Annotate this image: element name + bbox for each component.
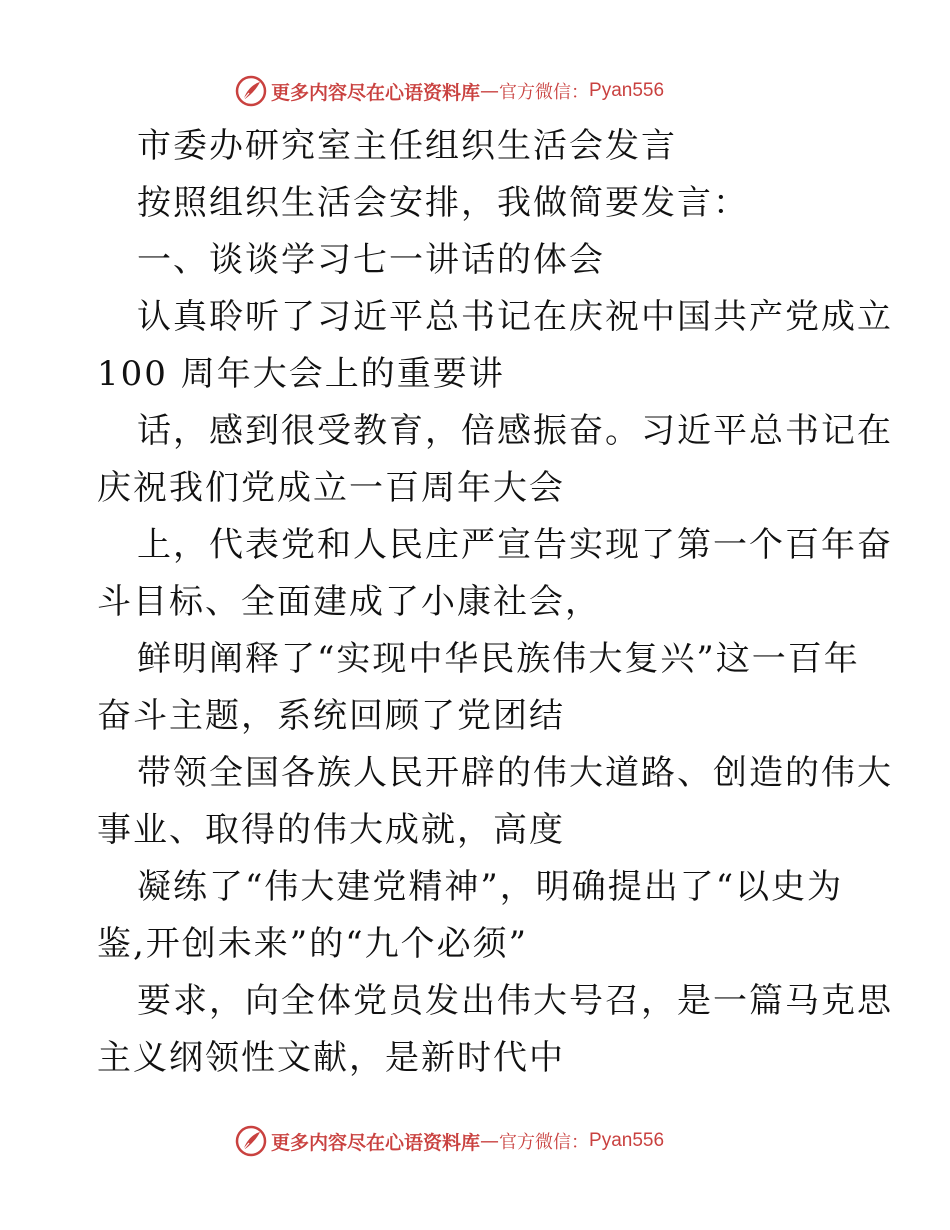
- section-heading: 一、谈谈学习七一讲话的体会: [137, 240, 605, 280]
- document-line: 100 周年大会上的重要讲: [97, 354, 505, 394]
- document-line: 鲜明阐释了“实现中华民族伟大复兴”这一百年: [137, 639, 860, 679]
- document-line: 上，代表党和人民庄严宣告实现了第一个百年奋: [137, 525, 893, 565]
- document-line: 主义纲领性文献，是新时代中: [97, 1038, 565, 1078]
- document-line: 事业、取得的伟大成就，高度: [97, 810, 565, 850]
- document-body: [97, 118, 893, 1087]
- watermark-wechat-id: Pyan556: [589, 80, 665, 101]
- document-line: 话，感到很受教育，倍感振奋。习近平总书记在: [137, 411, 893, 451]
- watermark-brand-text: 更多内容尽在心语资料库: [271, 81, 481, 104]
- document-line: 要求，向全体党员发出伟大号召，是一篇马克思: [137, 981, 893, 1021]
- watermark-brand-text: 更多内容尽在心语资料库: [271, 1131, 481, 1154]
- document-line: 庆祝我们党成立一百周年大会: [97, 468, 565, 508]
- document-line: 奋斗主题，系统回顾了党团结: [97, 696, 565, 736]
- document-line: 按照组织生活会安排，我做简要发言：: [137, 183, 749, 223]
- watermark-dash: —: [480, 80, 500, 102]
- header-watermark: [235, 74, 664, 108]
- watermark-wechat-label: 官方微信：: [499, 1132, 590, 1153]
- document-title: 市委办研究室主任组织生活会发言: [137, 126, 677, 166]
- watermark-wechat-label: 官方微信：: [499, 82, 590, 103]
- document-line: 斗目标、全面建成了小康社会，: [97, 582, 601, 622]
- footer-watermark: [235, 1124, 664, 1158]
- feather-pen-logo-icon: [235, 1125, 267, 1157]
- document-line: 认真聆听了习近平总书记在庆祝中国共产党成立: [137, 297, 893, 337]
- document-line: 带领全国各族人民开辟的伟大道路、创造的伟大: [137, 753, 893, 793]
- document-line: 鉴,开创未来”的“九个必须”: [97, 924, 528, 964]
- watermark-wechat-id: Pyan556: [589, 1130, 665, 1151]
- feather-pen-logo-icon: [235, 75, 267, 107]
- document-line: 凝练了“伟大建党精神”，明确提出了“以史为: [137, 867, 844, 907]
- watermark-dash: —: [480, 1130, 500, 1152]
